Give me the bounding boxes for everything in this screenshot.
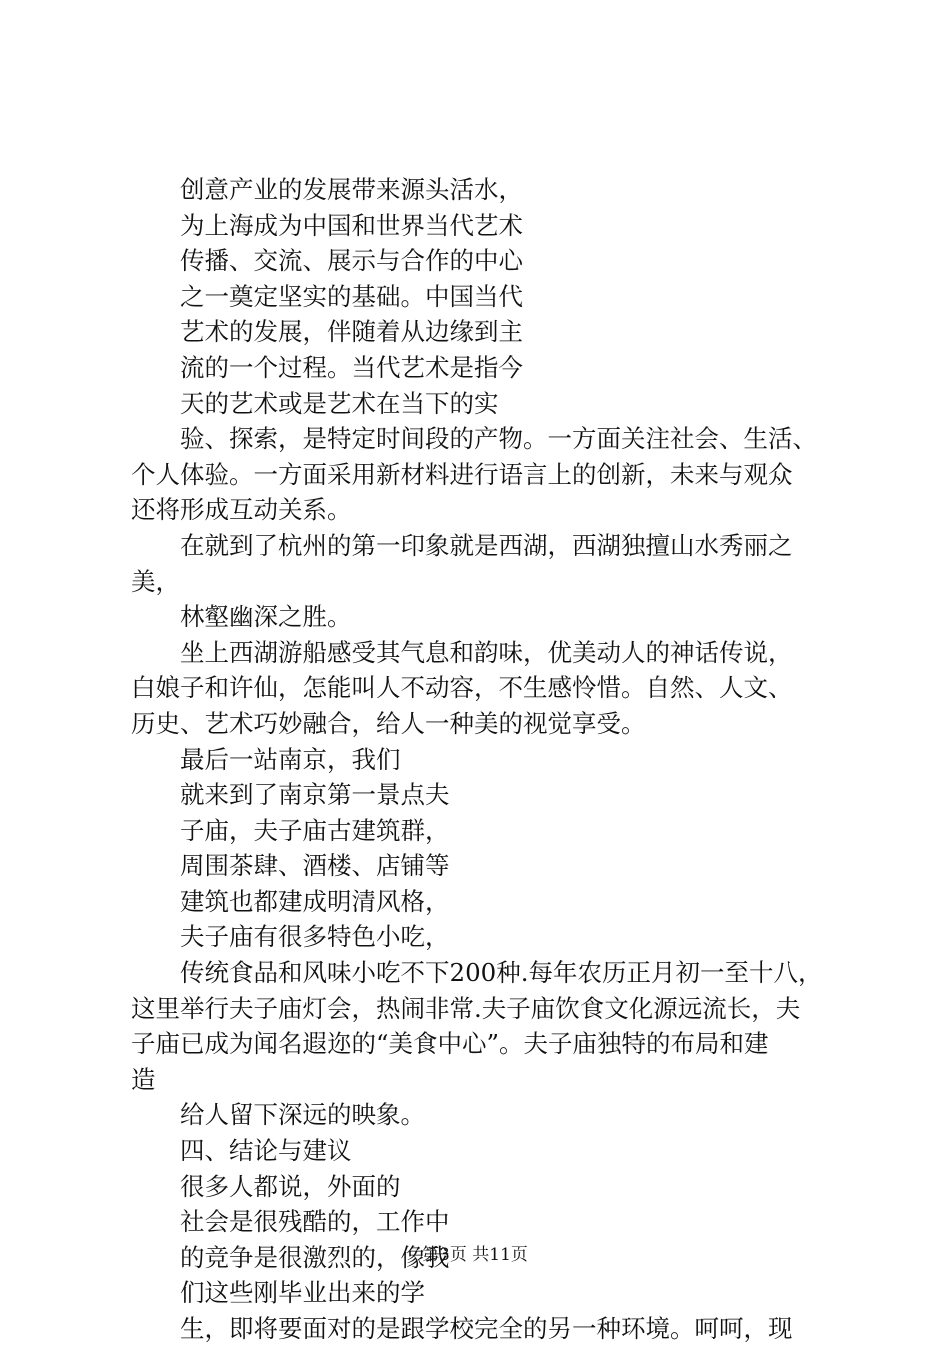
text-line: 周围茶肆、酒楼、店铺等 xyxy=(180,851,450,881)
text-line: 造 xyxy=(131,1064,156,1094)
text-line: 建筑也都建成明清风格， xyxy=(180,886,450,916)
text-line: 林壑幽深之胜。 xyxy=(180,602,352,632)
text-line: 夫子庙有很多特色小吃， xyxy=(180,922,450,952)
text-line: 艺术的发展，伴随着从边缘到主 xyxy=(180,317,523,347)
text-line: 社会是很残酷的，工作中 xyxy=(180,1207,450,1237)
body-text xyxy=(131,172,841,1347)
text-line: 还将形成互动关系。 xyxy=(131,495,352,525)
text-line: 白娘子和许仙，怎能叫人不动容，不生感怜惜。自然、人文、 xyxy=(131,673,793,703)
text-line: 很多人都说，外面的 xyxy=(180,1171,401,1201)
text-line: 这里举行夫子庙灯会，热闹非常.夫子庙饮食文化源远流长，夫 xyxy=(131,993,801,1023)
text-line: 生，即将要面对的是跟学校完全的另一种环境。呵呵，现 xyxy=(180,1314,793,1343)
text-line: 给人留下深远的映象。 xyxy=(180,1100,425,1130)
text-line: 就来到了南京第一景点夫 xyxy=(180,780,450,810)
text-line: 的竞争是很激烈的，像我 xyxy=(180,1242,450,1272)
text-line: 之一奠定坚实的基础。中国当代 xyxy=(180,281,523,311)
text-line: 天的艺术或是艺术在当下的实 xyxy=(180,388,499,418)
text-line: 在就到了杭州的第一印象就是西湖，西湖独擅山水秀丽之 xyxy=(180,530,793,560)
text-line: 个人体验。一方面采用新材料进行语言上的创新，未来与观众 xyxy=(131,459,793,489)
text-line: 流的一个过程。当代艺术是指今 xyxy=(180,352,523,382)
text-line: 们这些刚毕业出来的学 xyxy=(180,1278,425,1308)
text-line: 验、探索，是特定时间段的产物。一方面关注社会、生活、 xyxy=(180,424,817,454)
text-line: 美， xyxy=(131,566,180,596)
text-line: 为上海成为中国和世界当代艺术 xyxy=(180,210,523,240)
text-line: 最后一站南京，我们 xyxy=(180,744,401,774)
section-heading: 四、结论与建议 xyxy=(180,1136,352,1166)
text-line: 传播、交流、展示与合作的中心 xyxy=(180,246,523,276)
text-line: 历史、艺术巧妙融合，给人一种美的视觉享受。 xyxy=(131,708,646,738)
page-number-footer: 第3页 共11页 xyxy=(422,1245,528,1265)
text-line: 传统食品和风味小吃不下200种.每年农历正月初一至十八， xyxy=(180,958,823,988)
text-line: 子庙已成为闻名遐迩的“美食中心”。夫子庙独特的布局和建 xyxy=(131,1029,769,1059)
text-line: 子庙，夫子庙古建筑群， xyxy=(180,815,450,845)
text-line: 坐上西湖游船感受其气息和韵味，优美动人的神话传说， xyxy=(180,637,793,667)
text-line: 创意产业的发展带来源头活水， xyxy=(180,175,523,204)
